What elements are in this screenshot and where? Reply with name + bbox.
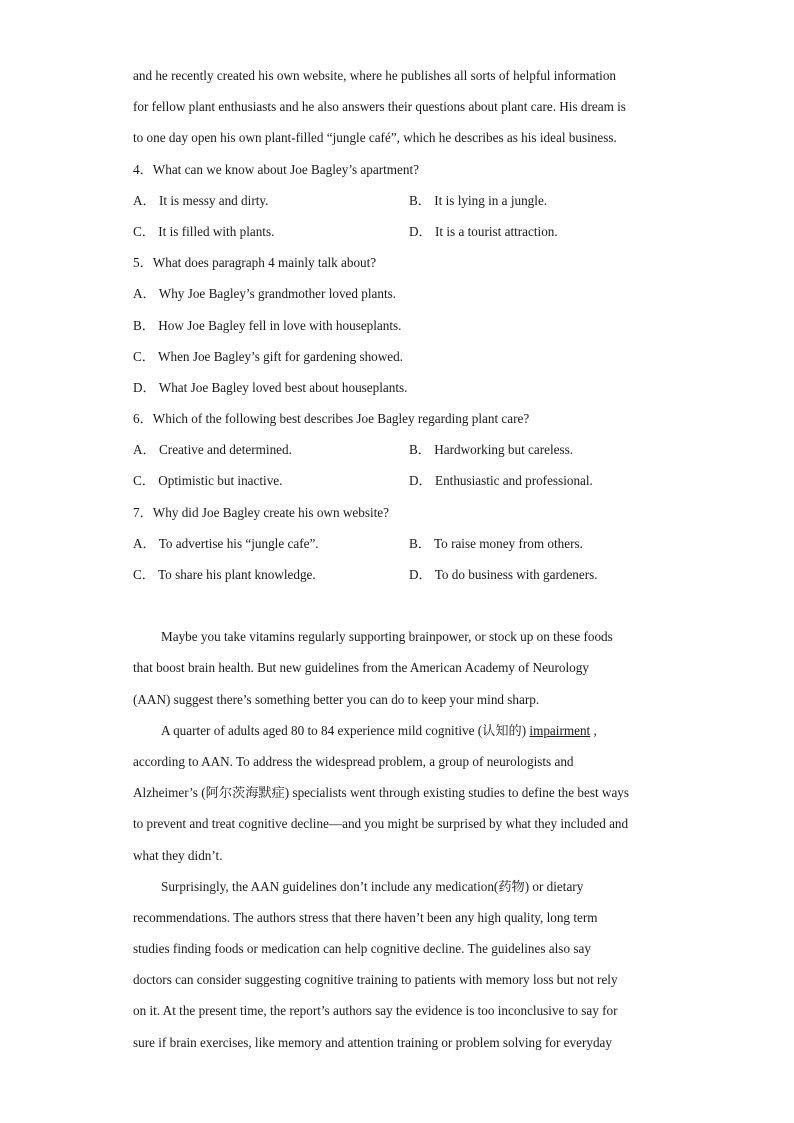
passage-paragraph-2-line: according to AAN. To address the widespread problem, a group of neurologists and	[133, 753, 574, 769]
section-gap	[133, 590, 663, 621]
p2-punct: ,	[590, 722, 597, 738]
q5-option-c: C． When Joe Bagley’s gift for gardening showed.	[133, 348, 404, 364]
passage-paragraph-3-line: studies finding foods or medication can help cognitive decline. The guidelines also say	[133, 941, 591, 957]
passage-paragraph-2-line	[133, 715, 663, 746]
q4-option-a: A． It is messy and dirty.	[133, 192, 269, 208]
passage-paragraph-3-line: sure if brain exercises, like memory and attention training or problem solving for everyday	[133, 1034, 612, 1050]
q5-option-b: B． How Joe Bagley fell in love with houseplants.	[133, 317, 402, 333]
passage-paragraph-3-line: recommendations. The authors stress that there haven’t been any high quality, long term	[133, 909, 598, 925]
question-5-stem: 5．What does paragraph 4 mainly talk about?	[133, 255, 377, 271]
q7-option-c: C． To share his plant knowledge.	[133, 567, 316, 582]
q6-option-d: D． Enthusiastic and professional.	[409, 473, 593, 489]
q7-option-d: D． To do business with gardeners.	[409, 567, 598, 582]
q4-option-c: C． It is filled with plants.	[133, 223, 275, 239]
intro-line: and he recently created his own website, where he publishes all sorts of helpful information	[133, 68, 617, 83]
passage-paragraph-3-line: on it. At the present time, the report’s authors say the evidence is too inconclusive to say for	[133, 1003, 618, 1019]
p2-text: A quarter of adults aged 80 to 84 experience mild cognitive (认知的)	[161, 722, 530, 738]
passage-paragraph-3-line: Surprisingly, the AAN guidelines don’t include any medication(药物) or dietary	[161, 878, 584, 894]
question-6-stem: 6．Which of the following best describes Joe Bagley regarding plant care?	[133, 411, 530, 427]
passage-paragraph-1-line: that boost brain health. But new guidelines from the American Academy of Neurology	[133, 660, 589, 676]
q6-option-b: B． Hardworking but careless.	[409, 442, 574, 458]
question-4-options-row	[133, 185, 663, 216]
underlined-word-impairment: impairment	[529, 722, 591, 738]
question-6-options-row	[133, 434, 663, 465]
question-4-options-row	[133, 216, 663, 247]
passage-paragraph-2-line: Alzheimer’s (阿尔茨海默症) specialists went through existing studies to define the best ways	[133, 785, 630, 801]
question-6-options-row	[133, 465, 663, 496]
q5-option-a: A． Why Joe Bagley’s grandmother loved plants.	[133, 286, 397, 302]
q4-option-d: D． It is a tourist attraction.	[409, 223, 558, 239]
q5-option-d: D． What Joe Bagley loved best about houseplants.	[133, 379, 408, 395]
question-7-options-row	[133, 528, 663, 559]
passage-paragraph-3-line: doctors can consider suggesting cognitive training to patients with memory loss but not rely	[133, 972, 618, 988]
passage-paragraph-2-line: to prevent and treat cognitive decline—and you might be surprised by what they included and	[133, 816, 629, 832]
passage-paragraph-1-line: (AAN) suggest there’s something better you can do to keep your mind sharp.	[133, 691, 540, 707]
q4-option-b: B． It is lying in a jungle.	[409, 192, 548, 208]
q7-option-b: B． To raise money from others.	[409, 535, 583, 551]
question-4-stem: 4．What can we know about Joe Bagley’s apartment?	[133, 161, 420, 177]
q6-option-a: A． Creative and determined.	[133, 442, 292, 458]
question-7-stem: 7．Why did Joe Bagley create his own website?	[133, 504, 389, 520]
q7-option-a: A． To advertise his “jungle cafe”.	[133, 535, 319, 551]
document-page	[133, 60, 663, 1058]
passage-paragraph-2-line: what they didn’t.	[133, 847, 223, 863]
question-7-options-row	[133, 559, 663, 590]
intro-line: for fellow plant enthusiasts and he also answers their questions about plant care. His dream is	[133, 99, 626, 115]
q6-option-c: C． Optimistic but inactive.	[133, 473, 283, 489]
intro-line: to one day open his own plant-filled “jungle café”, which he describes as his ideal business.	[133, 130, 617, 146]
passage-paragraph-1-line: Maybe you take vitamins regularly supporting brainpower, or stock up on these foods	[161, 629, 613, 645]
